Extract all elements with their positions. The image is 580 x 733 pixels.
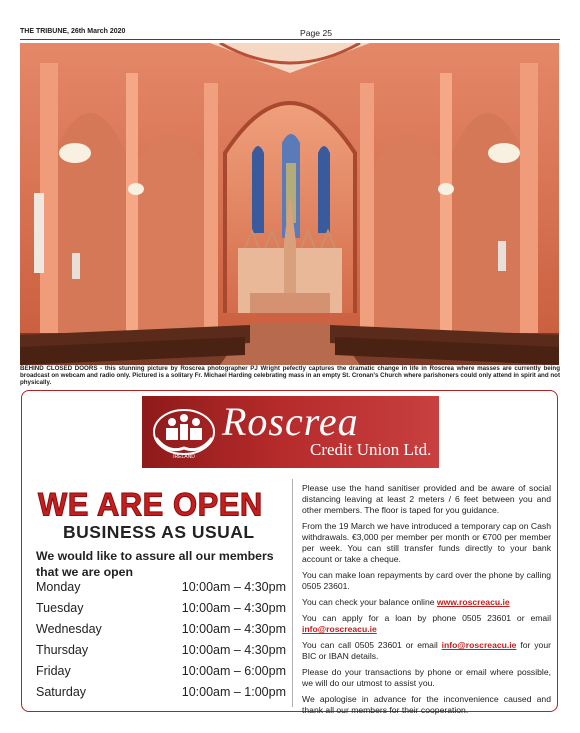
- headline-we-are-open: WE ARE OPEN: [38, 486, 263, 523]
- email-link[interactable]: info@roscreacu.ie: [302, 624, 377, 634]
- hours-row: [36, 601, 286, 622]
- hours-time: 10:00am – 4:30pm: [181, 622, 286, 636]
- hours-time: 10:00am – 4:30pm: [181, 643, 286, 657]
- hours-row: [36, 685, 286, 706]
- assurance-text: We would like to assure all our members that we are open: [36, 549, 274, 579]
- hours-row: [36, 664, 286, 685]
- roscrea-credit-union-logo: [142, 396, 439, 468]
- hours-day: Tuesday: [36, 601, 84, 615]
- church-interior-photo: [20, 43, 559, 365]
- hours-time: 10:00am – 1:00pm: [181, 685, 286, 699]
- logo-brand-name: Roscrea: [222, 399, 359, 444]
- loan-apply-notice: You can apply for a loan by phone 0505 23601 or email info@roscreacu.ie: [302, 613, 551, 634]
- hours-day: Wednesday: [36, 622, 102, 636]
- hours-row: [36, 643, 286, 664]
- bic-iban-notice: You can call 0505 23601 or email info@roscreacu.ie for your BIC or IBAN details.: [302, 640, 551, 661]
- loan-repayment-notice: You can make loan repayments by card over the phone by calling 0505 23601.: [302, 570, 551, 591]
- hours-day: Thursday: [36, 643, 89, 657]
- hours-row: [36, 622, 286, 643]
- credit-union-advert: [21, 390, 558, 715]
- website-link[interactable]: www.roscreacu.ie: [436, 597, 510, 607]
- opening-hours-list: [36, 580, 286, 706]
- hours-day: Friday: [36, 664, 71, 678]
- sanitiser-notice: Please use the hand sanitiser provided and be aware of social distancing leaving at least 2 meters / 6 feet between you and other members. The floor is taped for you guidance.: [302, 483, 551, 515]
- member-information: [302, 483, 551, 721]
- hours-day: Monday: [36, 580, 81, 594]
- photo-caption: BEHIND CLOSED DOORS - this stunning picture by Roscrea photographer PJ Wright pefectly captures the dramatic change in life in Roscrea where masses are currently being broadcast on webcam and radio only. Pictured is a solitary Fr. Michael Harding celebrating mass in an empty St. Cronan's Church where parishoners could only attend in spirit and not physically.: [20, 365, 560, 387]
- hands-emblem-icon: [148, 404, 228, 460]
- cash-cap-notice: From the 19 March we have introduced a temporary cap on Cash withdrawals. €3,000 per member per month or €700 per member per week. You can still transfer funds directly to your bank account or take a cheque.: [302, 521, 551, 564]
- hours-row: [36, 580, 286, 601]
- emblem-text: IRELAND: [173, 454, 195, 460]
- remote-transactions-notice: Please do your transactions by phone or email where possible, we will do our utmost to assist you.: [302, 667, 551, 688]
- email-link[interactable]: info@roscreacu.ie: [441, 640, 517, 650]
- header-rule: [20, 39, 560, 40]
- logo-sub-name: Credit Union Ltd.: [310, 440, 432, 459]
- newspaper-dateline: THE TRIBUNE, 26th March 2020: [20, 28, 126, 35]
- hours-time: 10:00am – 4:30pm: [181, 601, 286, 615]
- hours-day: Saturday: [36, 685, 87, 699]
- subheadline-business-as-usual: BUSINESS AS USUAL: [63, 522, 255, 542]
- column-divider: [292, 479, 293, 707]
- page-number: Page 25: [300, 28, 333, 38]
- apology-notice: We apologise in advance for the inconvenience caused and thank all our members for their cooperation.: [302, 694, 551, 715]
- hours-time: 10:00am – 4:30pm: [181, 580, 286, 594]
- church-interior-illustration: [20, 43, 559, 365]
- hours-time: 10:00am – 6:00pm: [181, 664, 286, 678]
- balance-notice: You can check your balance online www.roscreacu.ie: [302, 597, 510, 607]
